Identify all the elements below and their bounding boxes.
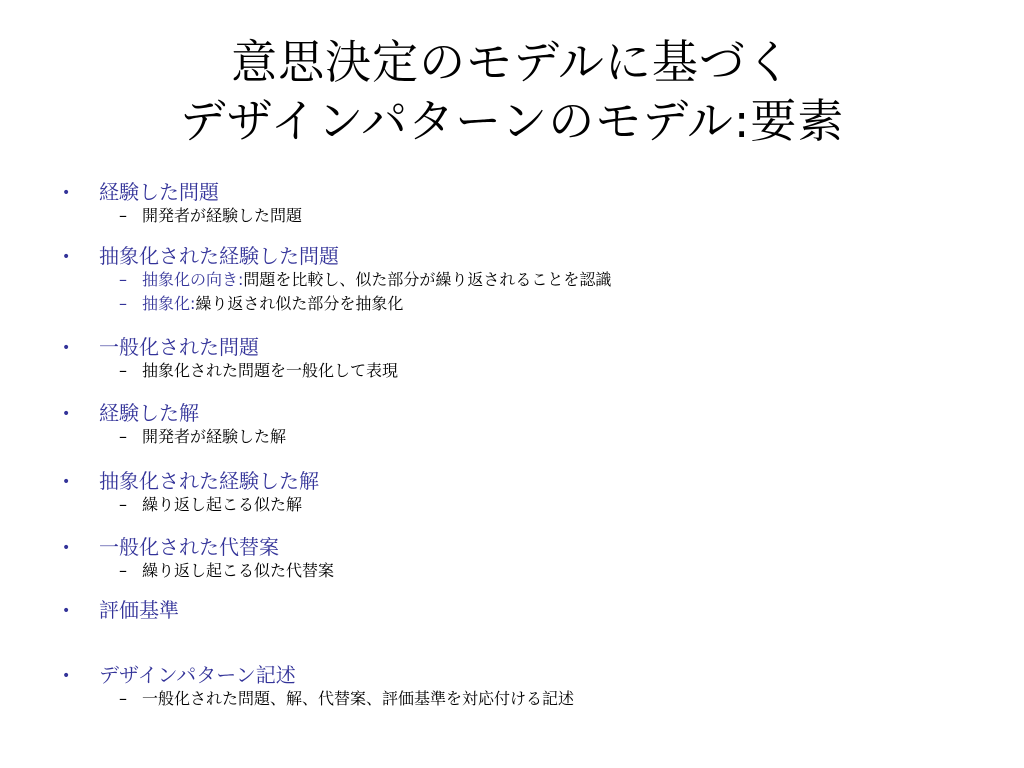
bullet-group-7 <box>0 599 1024 622</box>
bullet-group-4 <box>0 402 1024 449</box>
bullet-row <box>0 470 1024 493</box>
bullet-icon: • <box>62 249 71 265</box>
sub-bullet-text: 繰り返し起こる似た代替案 <box>142 561 335 580</box>
bullet-group-3 <box>0 336 1024 383</box>
sub-bullet-dash-icon: – <box>119 427 127 446</box>
sub-bullet-text: 開発者が経験した解 <box>142 427 287 446</box>
bullet-row <box>0 536 1024 559</box>
sub-bullet-body: 繰り返され似た部分を抽象化 <box>195 294 404 313</box>
sub-bullet-dash-icon: – <box>119 270 127 289</box>
bullet-row <box>0 336 1024 359</box>
sub-bullet-dash-icon: – <box>119 206 127 225</box>
bullet-icon: • <box>62 668 71 684</box>
bullet-icon: • <box>62 474 71 490</box>
sub-bullet-row <box>0 359 1024 383</box>
bullet-row <box>0 664 1024 687</box>
bullet-label: 一般化された問題 <box>99 335 259 359</box>
bullet-label: 経験した問題 <box>99 180 219 204</box>
sub-bullet-text <box>142 292 403 316</box>
sub-bullet-text: 抽象化された問題を一般化して表現 <box>142 361 399 380</box>
bullet-label: 抽象化された経験した解 <box>99 469 319 493</box>
sub-bullet-dash-icon: – <box>119 561 127 580</box>
bullet-icon: • <box>62 540 71 556</box>
bullet-label: デザインパターン記述 <box>99 663 296 687</box>
sub-bullet-row <box>0 559 1024 583</box>
sub-bullet-row <box>0 268 1024 292</box>
sub-bullet-lead: 抽象化の向き: <box>142 270 244 289</box>
bullet-row <box>0 181 1024 204</box>
slide-title-line-1: 意思決定のモデルに基づく <box>231 35 793 89</box>
bullet-row <box>0 402 1024 425</box>
bullet-row <box>0 245 1024 268</box>
sub-bullet-dash-icon: – <box>119 294 127 313</box>
bullet-icon: • <box>62 185 71 201</box>
sub-bullet-row <box>0 687 1024 711</box>
bullet-group-5 <box>0 470 1024 517</box>
bullet-group-8 <box>0 664 1024 711</box>
sub-bullet-row <box>0 425 1024 449</box>
sub-bullet-dash-icon: – <box>119 689 127 708</box>
sub-bullet-dash-icon: – <box>119 495 127 514</box>
bullet-group-6 <box>0 536 1024 583</box>
sub-bullet-text <box>142 268 611 292</box>
sub-bullet-text: 開発者が経験した問題 <box>142 206 303 225</box>
bullet-icon: • <box>62 603 71 619</box>
bullet-label: 評価基準 <box>99 598 179 622</box>
sub-bullet-lead: 抽象化: <box>142 294 196 313</box>
bullet-group-2 <box>0 245 1024 316</box>
sub-bullet-row <box>0 204 1024 228</box>
sub-bullet-text: 一般化された問題、解、代替案、評価基準を対応付ける記述 <box>142 689 575 708</box>
bullet-icon: • <box>62 340 71 356</box>
bullet-icon: • <box>62 406 71 422</box>
bullet-label: 抽象化された経験した問題 <box>99 244 339 268</box>
bullet-label: 経験した解 <box>99 401 199 425</box>
bullet-group-1 <box>0 181 1024 228</box>
sub-bullet-text: 繰り返し起こる似た解 <box>142 495 303 514</box>
slide-title <box>0 33 1024 151</box>
slide-title-line-2: デザインパターンのモデル:要素 <box>179 94 845 148</box>
sub-bullet-row <box>0 292 1024 316</box>
bullet-label: 一般化された代替案 <box>99 535 279 559</box>
sub-bullet-body: 問題を比較し、似た部分が繰り返されることを認識 <box>243 270 612 289</box>
sub-bullet-row <box>0 493 1024 517</box>
sub-bullet-dash-icon: – <box>119 361 127 380</box>
bullet-row <box>0 599 1024 622</box>
